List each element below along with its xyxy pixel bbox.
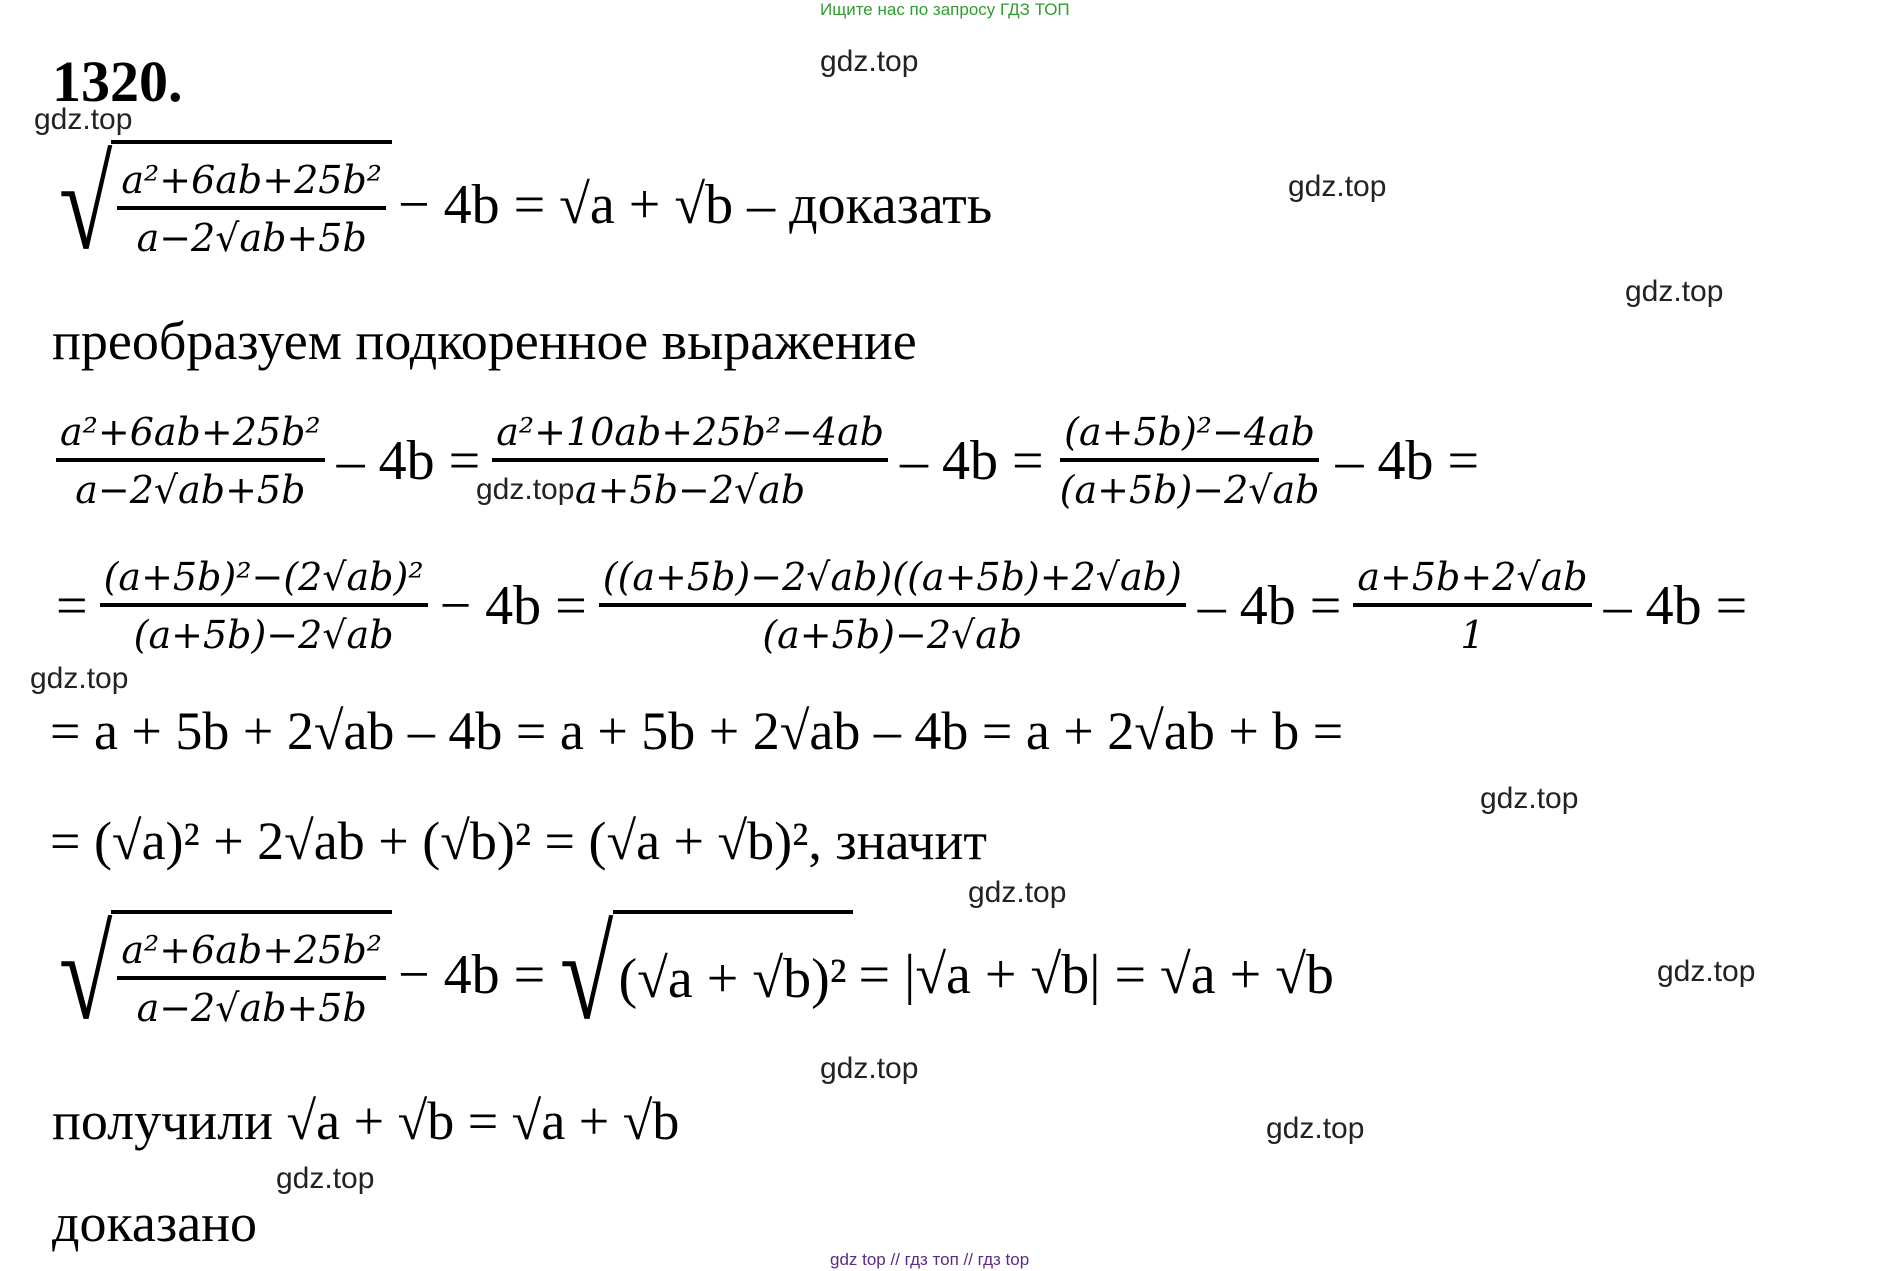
step-text: преобразуем подкоренное выражение [52, 311, 917, 371]
fraction-numerator: a+5b+2√ab [1353, 555, 1591, 607]
radical: √ $\frac{\text{a²+6ab+25b²}}{a-2√ab+5b}$ [50, 140, 392, 270]
statement-rest: − 4b = √a + √b – доказать [398, 174, 993, 236]
radical: √ (√a + √b)² [551, 910, 852, 1040]
watermark: gdz.top [34, 103, 133, 136]
equation-line-5: = a + 5b + 2√ab – 4b = a + 5b + 2√ab – 4b = a + 2√ab + b = [50, 701, 1344, 761]
fraction-numerator: a²+6ab+25b² [117, 928, 386, 980]
watermark: gdz.top [1657, 955, 1756, 988]
fraction-numerator: a²+6ab+25b² [117, 158, 386, 210]
fraction-denominator: 1 [1460, 613, 1485, 657]
problem-number: 1320. [52, 49, 183, 114]
fraction-denominator: a−2√ab+5b [75, 468, 306, 512]
watermark: gdz.top [1266, 1112, 1365, 1145]
fraction-denominator: (a+5b)−2√ab [1059, 468, 1320, 512]
equation-rest: = |√a + √b| = √a + √b [858, 944, 1334, 1006]
watermark: gdz.top [1625, 275, 1724, 308]
radical: √ $\frac{\text{a²+6ab+25b²}}{a-2√ab+5b}$ [50, 910, 392, 1040]
fraction [100, 555, 428, 657]
equation-line-6: = (√a)² + 2√ab + (√b)² = (√a + √b)², значит [50, 811, 988, 871]
fraction [599, 555, 1186, 657]
fraction [1056, 410, 1324, 512]
fraction [56, 410, 325, 512]
fraction-denominator: a−2√ab+5b [136, 986, 367, 1030]
fraction [117, 158, 386, 260]
watermark: gdz.top [820, 1052, 919, 1085]
watermark: gdz.top [276, 1162, 375, 1195]
watermark: gdz.top [30, 662, 129, 695]
search-hint: Ищите нас по запросу ГДЗ ТОП [820, 0, 1070, 19]
watermark: gdz.top [968, 876, 1067, 909]
fraction-numerator: (a+5b)²−(2√ab)² [100, 555, 428, 607]
watermark: gdz.top [1480, 782, 1579, 815]
fraction-denominator: (a+5b)−2√ab [133, 613, 394, 657]
operator: = [56, 575, 88, 637]
operator: − 4b = [398, 944, 546, 1006]
fraction-numerator: ((a+5b)−2√ab)((a+5b)+2√ab) [599, 555, 1186, 607]
fraction-numerator: a²+10ab+25b²−4ab [492, 410, 888, 462]
watermark: gdz.top [1288, 170, 1387, 203]
footer-note: gdz top // гдз топ // гдз top [830, 1250, 1030, 1269]
conclusion-text: доказано [52, 1193, 258, 1253]
fraction [492, 410, 888, 512]
operator: – 4b = [1335, 430, 1480, 492]
watermark: gdz.top [820, 45, 919, 78]
operator: – 4b = [900, 430, 1044, 492]
fraction-denominator: a+5b−2√ab [575, 468, 806, 512]
fraction-numerator: (a+5b)²−4ab [1060, 410, 1319, 462]
result-text: получили √a + √b = √a + √b [52, 1091, 680, 1151]
watermark: gdz.top [476, 473, 575, 506]
radicand: (√a + √b)² [618, 948, 847, 1010]
operator: − 4b = [439, 575, 587, 637]
fraction-denominator: a−2√ab+5b [136, 216, 367, 260]
fraction [117, 928, 386, 1030]
fraction [1353, 555, 1591, 657]
fraction-numerator: a²+6ab+25b² [56, 410, 325, 462]
operator: – 4b = [1603, 575, 1748, 637]
statement-line [50, 133, 998, 277]
equation-line-4 [50, 555, 1753, 657]
equation-line-7 [50, 903, 1340, 1047]
operator: – 4b = [336, 430, 481, 492]
equation-line-3 [50, 410, 1485, 512]
fraction-denominator: (a+5b)−2√ab [762, 613, 1023, 657]
operator: – 4b = [1197, 575, 1342, 637]
